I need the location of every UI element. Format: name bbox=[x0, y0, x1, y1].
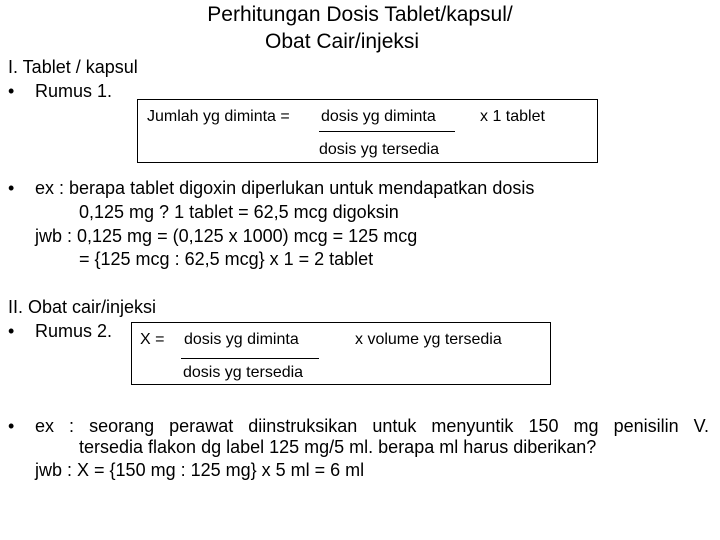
formula-2-numerator: dosis yg diminta bbox=[184, 331, 299, 348]
example-2-bullet: • bbox=[8, 416, 15, 436]
section-1-rumus-label: Rumus 1. bbox=[35, 81, 113, 101]
page-title-line-1: Perhitungan Dosis Tablet/kapsul/ bbox=[207, 3, 513, 26]
formula-1-fraction-bar bbox=[319, 131, 455, 132]
formula-1-multiplier: x 1 tablet bbox=[480, 108, 545, 125]
section-1-heading: I. Tablet / kapsul bbox=[8, 57, 138, 77]
formula-2-fraction-bar bbox=[181, 358, 319, 359]
section-2-rumus-label: Rumus 2. bbox=[35, 321, 113, 341]
example-1-line-4: = {125 mcg : 62,5 mcg} x 1 = 2 tablet bbox=[79, 249, 374, 269]
example-2-line-1: ex : seorang perawat diinstruksikan untuk menyuntik 150 mg penisilin V. bbox=[35, 416, 709, 436]
example-1-bullet: • bbox=[8, 178, 15, 198]
example-2-line-3: jwb : X = {150 mg : 125 mg} x 5 ml = 6 ml bbox=[35, 460, 365, 480]
section-2-bullet: • bbox=[8, 321, 15, 341]
section-1-bullet: • bbox=[8, 81, 15, 101]
page-title-line-2-text: Obat Cair/injeksi bbox=[265, 30, 420, 53]
example-2-line-2: tersedia flakon dg label 125 mg/5 ml. berapa ml harus diberikan? bbox=[79, 437, 597, 457]
formula-2-lhs: X = bbox=[140, 331, 165, 348]
section-2-heading: II. Obat cair/injeksi bbox=[8, 297, 157, 317]
formula-2-multiplier: x volume yg tersedia bbox=[355, 331, 502, 348]
formula-1-numerator: dosis yg diminta bbox=[321, 108, 436, 125]
example-1-line-3: jwb : 0,125 mg = (0,125 x 1000) mcg = 125 mcg bbox=[35, 226, 418, 246]
formula-1-lhs: Jumlah yg diminta = bbox=[147, 108, 290, 125]
formula-1-denominator: dosis yg tersedia bbox=[319, 141, 440, 158]
formula-2-denominator: dosis yg tersedia bbox=[183, 364, 304, 381]
example-1-line-2: 0,125 mg ? 1 tablet = 62,5 mcg digoksin bbox=[79, 202, 399, 222]
example-1-line-1: ex : berapa tablet digoxin diperlukan untuk mendapatkan dosis bbox=[35, 178, 535, 198]
